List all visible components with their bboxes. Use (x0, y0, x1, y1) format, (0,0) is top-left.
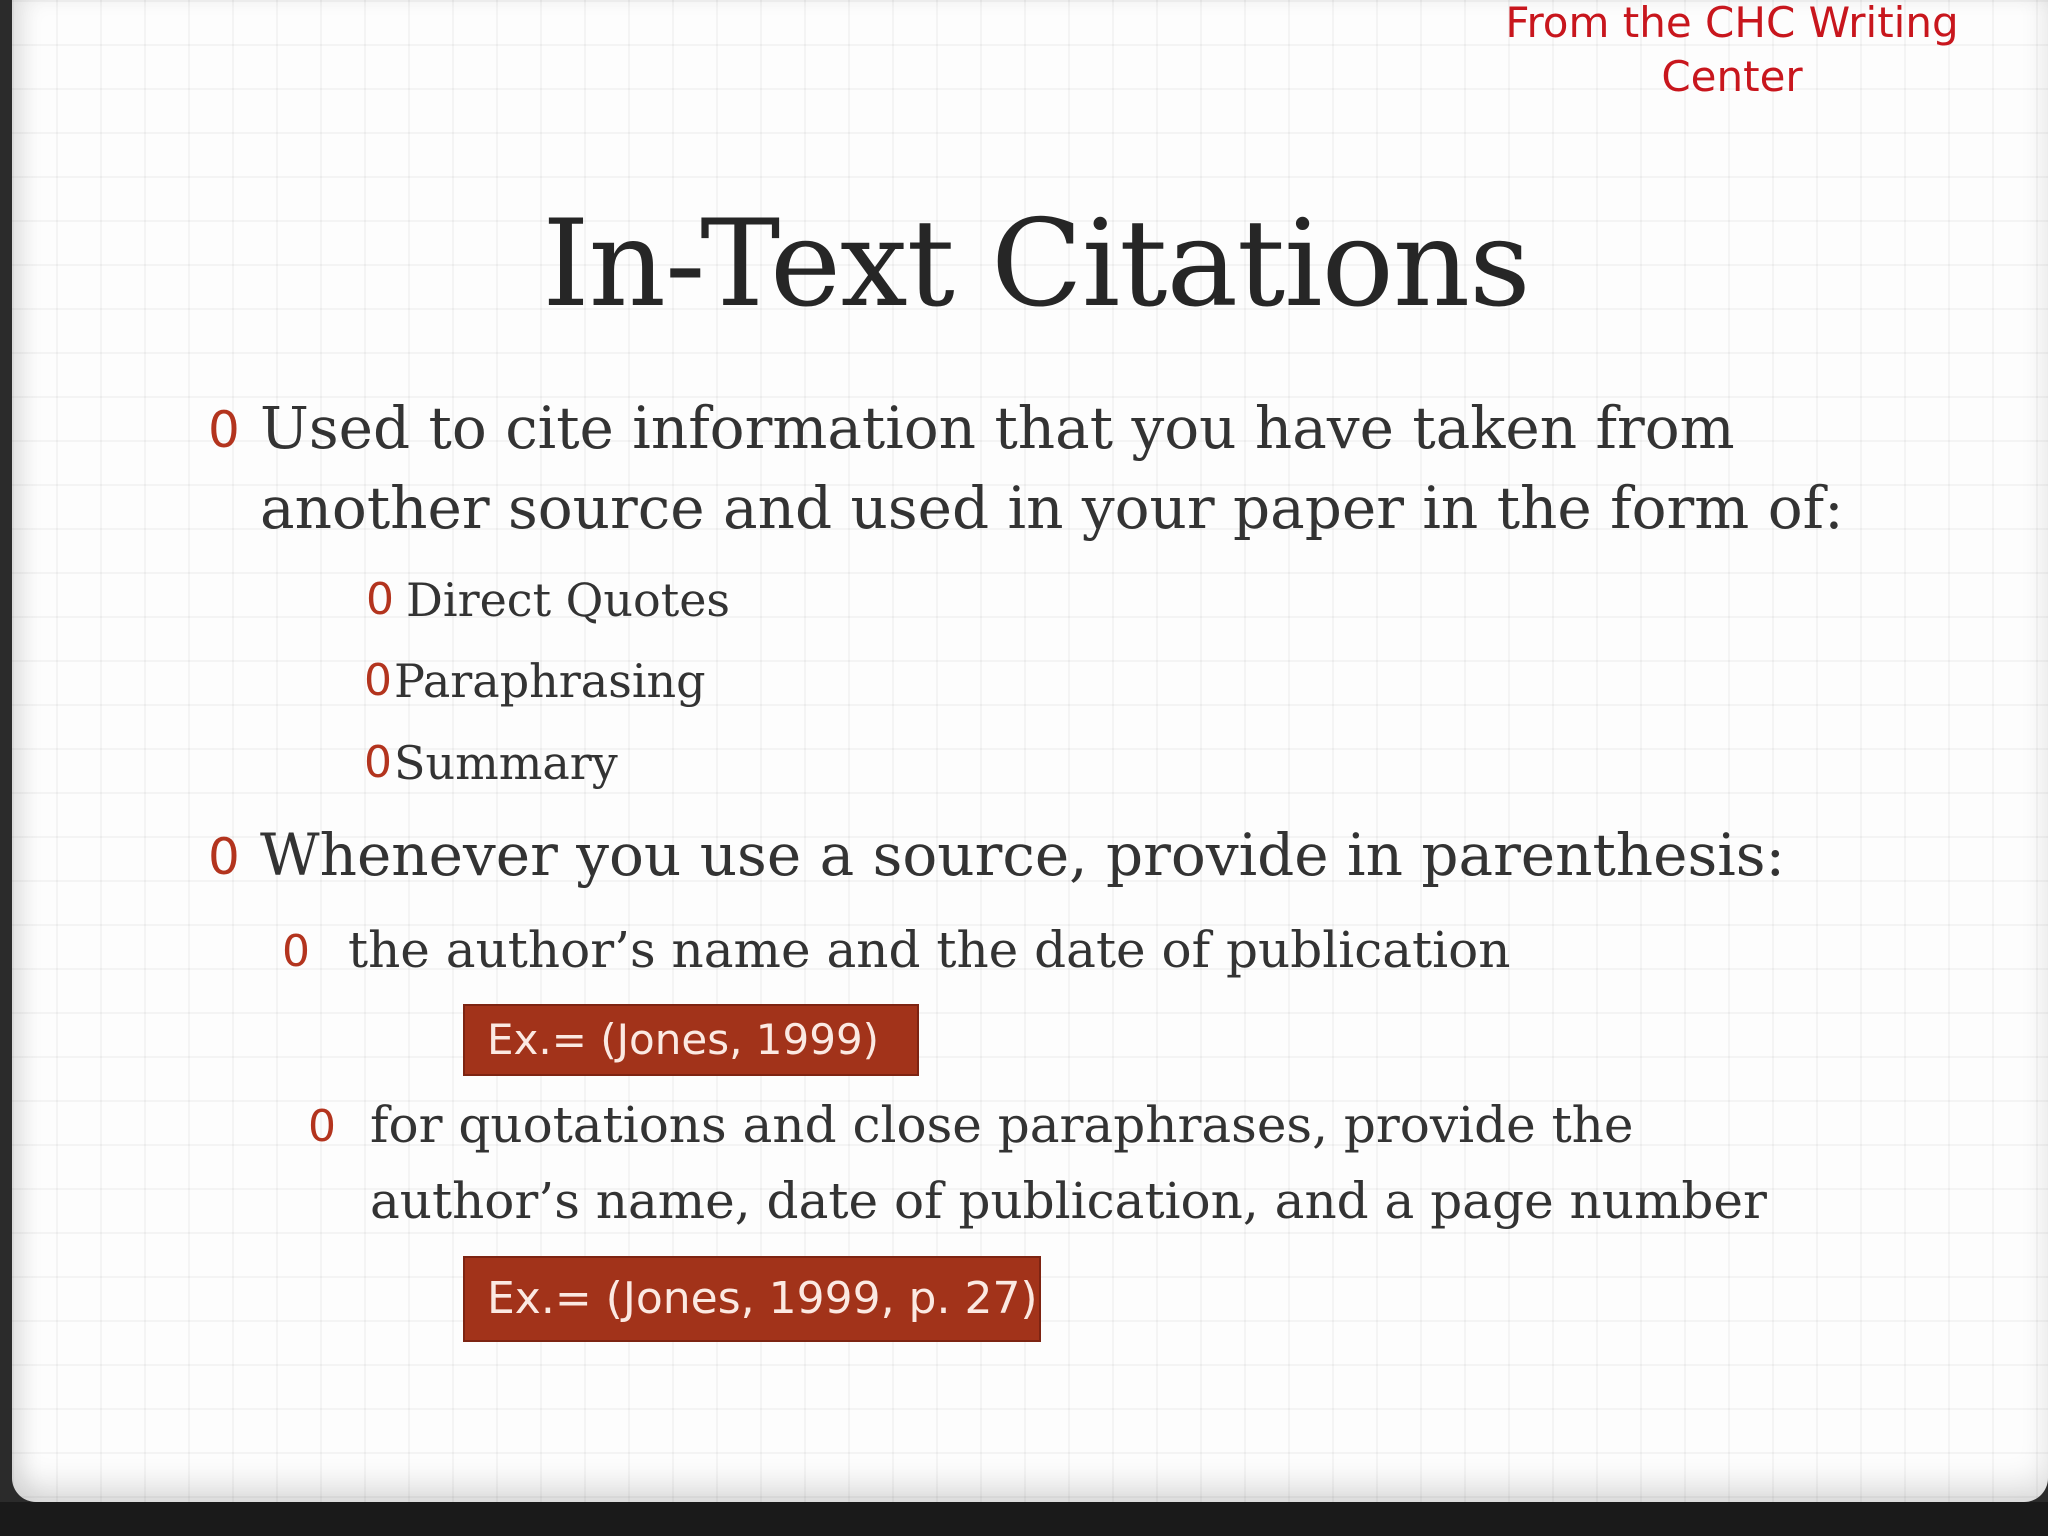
source-note-line-2: Center (1661, 52, 1803, 101)
bullet-used-to-cite (208, 388, 1844, 548)
sub-bullet-text: Summary (394, 736, 618, 790)
sub-bullet-text-line-2: author’s name, date of publication, and a page number (370, 1172, 1767, 1230)
sub-bullet-direct-quotes (366, 565, 731, 635)
bullet-marker-icon: 0 (282, 926, 310, 977)
bullet-text-line-2: another source and used in your paper in the form of: (260, 474, 1844, 542)
sub-bullet-text: Paraphrasing (394, 654, 706, 708)
source-note-line-1: From the CHC Writing (1505, 0, 1959, 47)
bullet-marker-icon: 0 (366, 574, 394, 625)
sub-bullet-text: Direct Quotes (406, 573, 731, 627)
sub-bullet-text: the author’s name and the date of publication (348, 921, 1511, 979)
bullet-marker-icon: 0 (208, 828, 240, 886)
bottom-edge (0, 1502, 2048, 1536)
bullet-marker-icon: 0 (364, 737, 392, 788)
slide-canvas (12, 0, 2048, 1502)
bullet-marker-icon: 0 (208, 401, 240, 459)
sub-bullet-quotations (308, 1087, 1767, 1239)
sub-bullet-paraphrasing (364, 646, 706, 716)
source-note (1432, 0, 2032, 104)
example-box-1: Ex.= (Jones, 1999) (463, 1004, 919, 1076)
sub-bullet-summary (364, 728, 618, 798)
sub-bullet-text-line-1: for quotations and close paraphrases, provide the (370, 1096, 1634, 1154)
bullet-marker-icon: 0 (308, 1101, 336, 1152)
bullet-text: Whenever you use a source, provide in parenthesis: (260, 821, 1786, 889)
slide-title: In-Text Citations (542, 195, 1530, 334)
bullet-whenever (208, 815, 1786, 895)
sub-bullet-author-date (282, 915, 1511, 985)
example-box-2: Ex.= (Jones, 1999, p. 27) (463, 1256, 1041, 1342)
bullet-text-line-1: Used to cite information that you have taken from (260, 394, 1735, 462)
bullet-marker-icon: 0 (364, 655, 392, 706)
